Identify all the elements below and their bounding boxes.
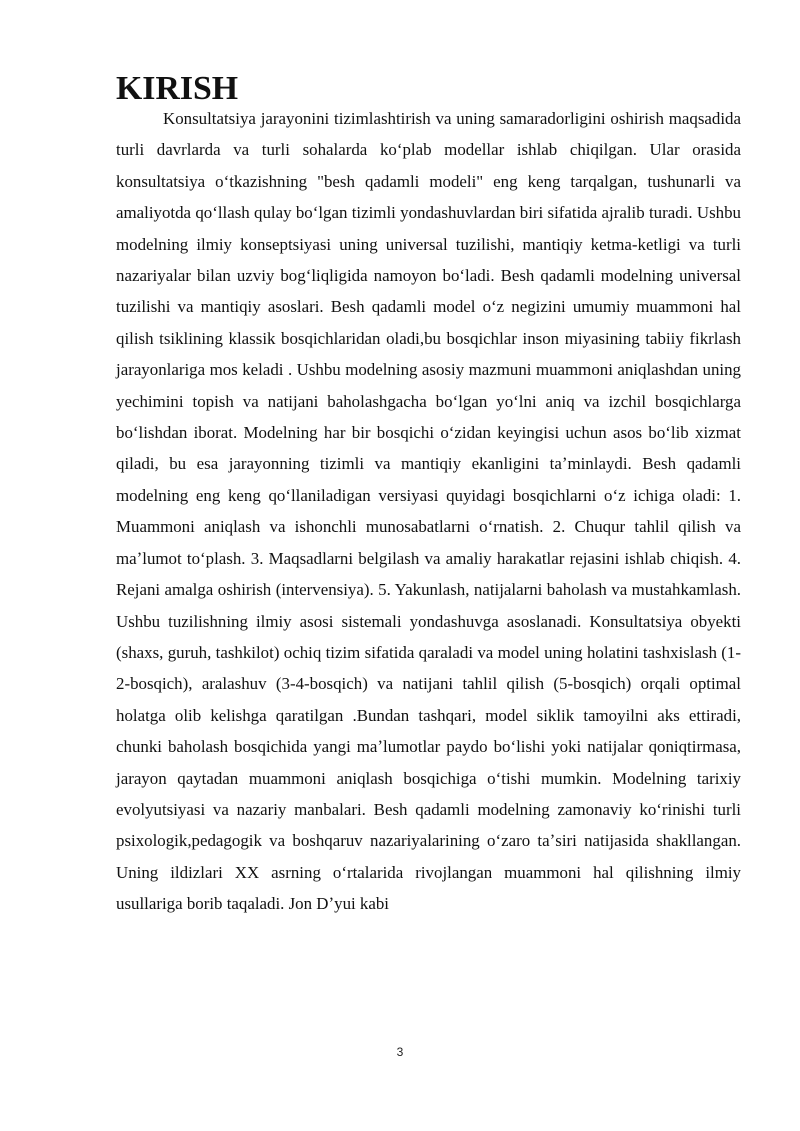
page-content — [116, 70, 741, 920]
body-paragraph: Konsultatsiya jarayonini tizimlashtirish va uning samaradorligini oshirish maqsadida turli davrlarda va turli sohalarda koʻplab modellar ishlab chiqilgan. Ular orasida konsultatsiya oʻtkazishning "besh qadamli modeli" eng keng tarqalgan, tushunarli va amaliyotda qoʻllash qulay boʻlgan tizimli yondashuvlardan biri sifatida ajralib turadi. Ushbu modelning ilmiy konseptsiyasi uning universal tuzilishi, mantiqiy ketma-ketligi va turli nazariyalar bilan uzviy bogʻliqligida namoyon boʻladi. Besh qadamli modelning universal tuzilishi va mantiqiy asoslari. Besh qadamli model oʻz negizini umumiy muammoni hal qilish tsiklining klassik bosqichlaridan oladi,bu bosqichlar inson miyasining tabiiy fikrlash jarayonlariga mos keladi . Ushbu modelning asosiy mazmuni muammoni aniqlashdan uning yechimini topish va natijani baholashgacha boʻlgan yoʻlni aniq va izchil bosqichlarga boʻlishdan iborat. Modelning har bir bosqichi oʻzidan keyingisi uchun asos boʻlib xizmat qiladi, bu esa jarayonning tizimli va mantiqiy ekanligini taʼminlaydi. Besh qadamli modelning eng keng qoʻllaniladigan versiyasi quyidagi bosqichlarni oʻz ichiga oladi: 1. Muammoni aniqlash va ishonchli munosabatlarni oʻrnatish. 2. Chuqur tahlil qilish va maʼlumot toʻplash. 3. Maqsadlarni belgilash va amaliy harakatlar rejasini ishlab chiqish. 4. Rejani amalga oshirish (intervensiya). 5. Yakunlash, natijalarni baholash va mustahkamlash. Ushbu tuzilishning ilmiy asosi sistemali yondashuvga asoslanadi. Konsultatsiya obyekti (shaxs, guruh, tashkilot) ochiq tizim sifatida qaraladi va model uning holatini tashxislash (1-2-bosqich), aralashuv (3-4-bosqich) va natijani tahlil qilish (5-bosqich) orqali optimal holatga olib kelishga qaratilgan .Bundan tashqari, model siklik tamoyilni aks ettiradi, chunki baholash bosqichida yangi maʼlumotlar paydo boʻlishi yoki natijalar qoniqtirmasa, jarayon qaytadan muammoni aniqlash bosqichiga oʻtishi mumkin. Modelning tarixiy evolyutsiyasi va nazariy manbalari. Besh qadamli modelning zamonaviy koʻrinishi turli psixologik,pedagogik va boshqaruv nazariyalarining oʻzaro taʼsiri natijasida shakllangan. Uning ildizlari XX asrning oʻrtalarida rivojlangan muammoni hal qilishning ilmiy usullariga borib taqaladi. Jon Dʼyui kabi — [116, 109, 741, 914]
page-number: 3 — [396, 1045, 404, 1059]
section-heading: KIRISH — [116, 70, 239, 107]
